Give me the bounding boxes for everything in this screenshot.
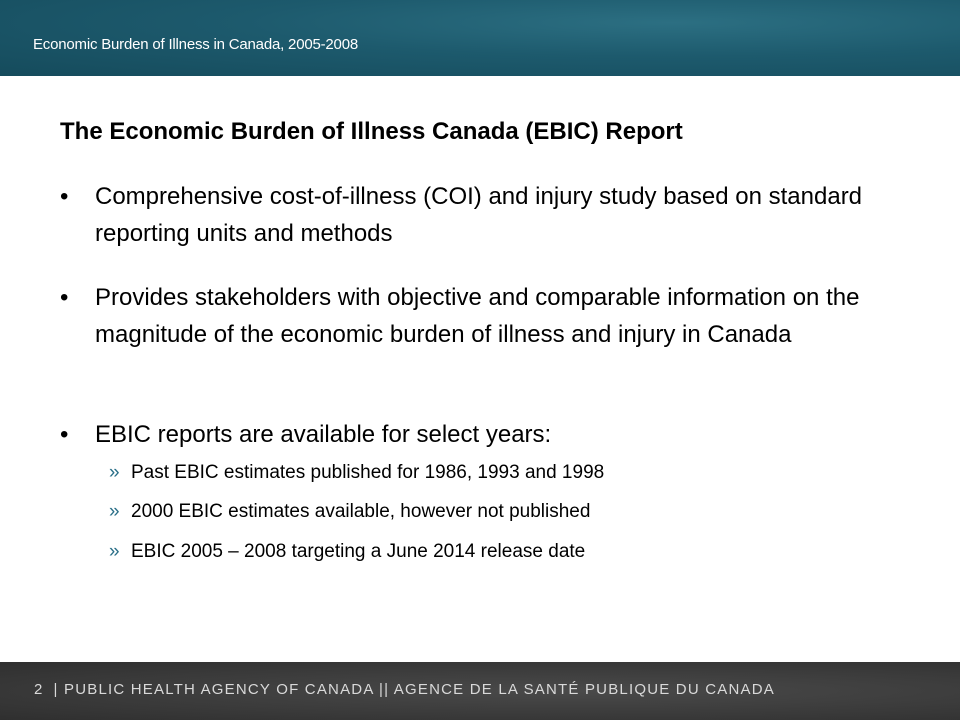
bullet-marker: • <box>60 284 69 311</box>
footer-banner <box>0 662 960 720</box>
page-number: 2 <box>34 681 44 698</box>
sub-bullet-marker: » <box>109 462 120 483</box>
bullet-item <box>60 416 900 453</box>
sub-bullet-item <box>109 540 909 564</box>
bullet-marker: • <box>60 183 69 210</box>
bullet-text: EBIC reports are available for select years: <box>95 421 552 448</box>
agency-name: | PUBLIC HEALTH AGENCY OF CANADA || AGENCE DE LA SANTÉ PUBLIQUE DU CANADA <box>53 681 775 698</box>
sub-bullet-text: 2000 EBIC estimates available, however not published <box>131 501 591 522</box>
sub-bullet-marker: » <box>109 501 120 522</box>
bullet-text: Comprehensive cost-of-illness (COI) and injury study based on standard reporting units and methods <box>95 183 863 247</box>
sub-bullet-text: EBIC 2005 – 2008 targeting a June 2014 release date <box>131 541 586 562</box>
sub-bullet-item <box>109 461 909 485</box>
bullet-item <box>60 279 900 353</box>
footer-text <box>34 681 775 698</box>
bullet-item <box>60 178 900 252</box>
bullet-marker: • <box>60 421 69 448</box>
header-banner <box>0 0 960 76</box>
sub-bullet-marker: » <box>109 541 120 562</box>
sub-bullet-text: Past EBIC estimates published for 1986, 1993 and 1998 <box>131 462 605 483</box>
sub-bullet-item <box>109 500 909 524</box>
bullet-text: Provides stakeholders with objective and comparable information on the magnitude of the economic burden of illness and injury in Canada <box>95 284 860 348</box>
header-title: Economic Burden of Illness in Canada, 2005-2008 <box>33 36 358 53</box>
slide-title: The Economic Burden of Illness Canada (EBIC) Report <box>60 118 683 145</box>
